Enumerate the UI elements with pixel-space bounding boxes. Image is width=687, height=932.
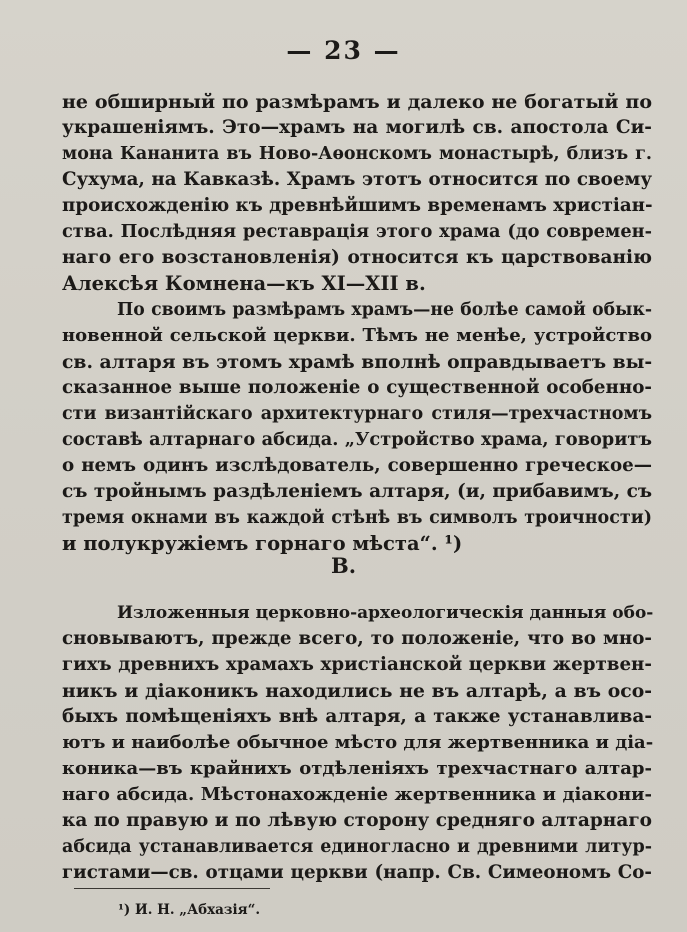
text-line: гистами—св. отцами церкви (напр. Св. Симеономъ Со- xyxy=(62,862,652,883)
text-line: наго его возстановленія) относится къ царствованію xyxy=(62,247,652,268)
text-line: ства. Послѣдняя реставрація этого храма (до современ- xyxy=(62,221,652,242)
section-heading: В. xyxy=(330,553,357,578)
text-line: о немъ одинъ изслѣдователь, совершенно греческое— xyxy=(62,455,652,476)
text-line: составѣ алтарнаго абсида. „Устройство храма, говоритъ xyxy=(62,429,652,450)
text-line: Алексѣя Комнена—къ XI—XII в. xyxy=(62,272,426,295)
text-line: быхъ помѣщеніяхъ внѣ алтаря, а также устанавлива- xyxy=(62,706,652,727)
text-line: ка по правую и по лѣвую сторону средняго алтарнаго xyxy=(62,810,652,831)
text-line: абсида устанавливается единогласно и древними литур- xyxy=(62,837,652,857)
text-line: никъ и діаконикъ находились не въ алтарѣ, а въ осо- xyxy=(62,680,652,702)
text-line: св. алтаря въ этомъ храмѣ вполнѣ оправдываетъ вы- xyxy=(62,351,653,373)
text-line: тремя окнами въ каждой стѣнѣ въ символъ троичности) xyxy=(62,508,652,528)
page-number: — 23 — xyxy=(286,36,401,65)
text-line: коника—въ крайнихъ отдѣленіяхъ трехчастнаго алтар- xyxy=(62,758,652,779)
footnote-divider xyxy=(74,888,270,889)
text-line: гихъ древнихъ храмахъ христіанской церкви жертвен- xyxy=(62,654,652,675)
text-line: наго абсида. Мѣстонахожденіе жертвенника и діакони- xyxy=(62,784,652,805)
text-line: Изложенныя церковно-археологическія данныя обо- xyxy=(117,603,654,623)
text-line: и полукружіемъ горнаго мѣста“. ¹) xyxy=(62,532,463,555)
text-line: украшеніямъ. Это—храмъ на могилѣ св. апостола Си- xyxy=(62,117,652,138)
text-line: мона Кананита въ Ново-Аѳонскомъ монастырѣ, близъ г. xyxy=(62,144,652,164)
text-line: сказанное выше положеніе о существенной особенно- xyxy=(62,377,652,398)
text-line: Сухума, на Кавказѣ. Храмъ этотъ относится по своему xyxy=(62,169,652,190)
text-line: не обширный по размѣрамъ и далеко не богатый по xyxy=(62,91,652,113)
text-line: происхожденію къ древнѣйшимъ временамъ христіан- xyxy=(62,195,653,216)
text-line: съ тройнымъ раздѣленіемъ алтаря, (и, прибавимъ, съ xyxy=(62,481,653,502)
text-line: сновываютъ, прежде всего, то положеніе, что во мно- xyxy=(62,628,652,649)
text-line: новенной сельской церкви. Тѣмъ не менѣе, устройство xyxy=(62,325,652,346)
footnote: ¹) И. Н. „Абхазія“. xyxy=(118,902,261,918)
text-line: сти византійскаго архитектурнаго стиля—трехчастномъ xyxy=(62,404,652,424)
text-line: ютъ и наиболѣе обычное мѣсто для жертвенника и діа- xyxy=(62,732,654,753)
text-line: По своимъ размѣрамъ храмъ—не болѣе самой обык- xyxy=(117,300,652,320)
